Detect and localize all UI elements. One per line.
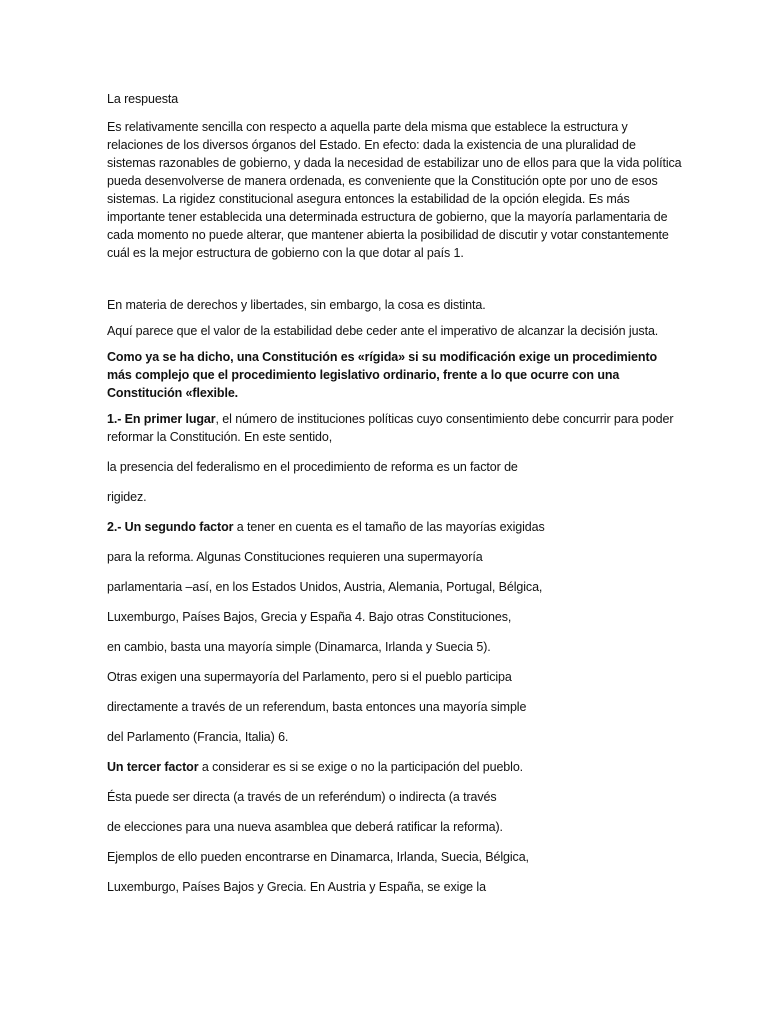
document-page xyxy=(107,90,682,908)
text-line: Luxemburgo, Países Bajos, Grecia y España 4. Bajo otras Constituciones, xyxy=(107,610,512,624)
paragraph-rights: En materia de derechos y libertades, sin embargo, la cosa es distinta. xyxy=(107,298,486,312)
paragraph-first-factor xyxy=(107,410,682,446)
third-factor-label: Un tercer factor xyxy=(107,760,199,774)
first-factor-text: , el número de instituciones políticas cuyo consentimiento debe concurrir para poder reformar la Constitución. En este sentido, xyxy=(107,412,674,444)
text-line: rigidez. xyxy=(107,490,147,504)
paragraph-third-factor xyxy=(107,758,682,776)
text-line: directamente a través de un referendum, basta entonces una mayoría simple xyxy=(107,700,527,714)
text-line: Ésta puede ser directa (a través de un referéndum) o indirecta (a través xyxy=(107,790,497,804)
text-line: de elecciones para una nueva asamblea que deberá ratificar la reforma). xyxy=(107,820,503,834)
text-line: en cambio, basta una mayoría simple (Dinamarca, Irlanda y Suecia 5). xyxy=(107,640,491,654)
paragraph-stability: Aquí parece que el valor de la estabilidad debe ceder ante el imperativo de alcanzar la decisión justa. xyxy=(107,324,659,338)
second-factor-label: 2.- Un segundo factor xyxy=(107,520,234,534)
text-line: para la reforma. Algunas Constituciones requieren una supermayoría xyxy=(107,550,483,564)
text-line: parlamentaria –así, en los Estados Unidos, Austria, Alemania, Portugal, Bélgica, xyxy=(107,580,543,594)
paragraph-second-factor xyxy=(107,518,682,536)
text-line: Otras exigen una supermayoría del Parlamento, pero si el pueblo participa xyxy=(107,670,512,684)
section-heading: La respuesta xyxy=(107,92,179,106)
text-line: Luxemburgo, Países Bajos y Grecia. En Austria y España, se exige la xyxy=(107,880,486,894)
paragraph-structure: Es relativamente sencilla con respecto a aquella parte dela misma que establece la estructura y relaciones de los diversos órganos del Estado. En efecto: dada la existencia de una pluralidad de sistemas razonables de gobierno, y dada la necesidad de estabilizar uno de ellos para que la vida política pueda desenvolverse de manera ordenada, es conveniente que la Constitución opte por uno de esos sistemas. La rigidez constitucional asegura entonces la estabilidad de la opción elegida. Es más importante tener establecida una determinada estructura de gobierno, que la mayoría parlamentaria de cada momento no puede alterar, que mantener abierta la posibilidad de discutir y votar constantemente cuál es la mejor estructura de gobierno con la que dotar al país 1. xyxy=(107,120,682,260)
first-factor-label: 1.- En primer lugar xyxy=(107,412,216,426)
text-line: Ejemplos de ello pueden encontrarse en Dinamarca, Irlanda, Suecia, Bélgica, xyxy=(107,850,529,864)
second-factor-text: a tener en cuenta es el tamaño de las mayorías exigidas xyxy=(233,520,545,534)
third-factor-text: a considerar es si se exige o no la participación del pueblo. xyxy=(198,760,524,774)
text-line: la presencia del federalismo en el procedimiento de reforma es un factor de xyxy=(107,460,518,474)
text-line: del Parlamento (Francia, Italia) 6. xyxy=(107,730,289,744)
paragraph-rigid-definition: Como ya se ha dicho, una Constitución es «rígida» si su modificación exige un procedimiento más complejo que el procedimiento legislativo ordinario, frente a lo que ocurre con una Constitución «flexible. xyxy=(107,350,658,400)
